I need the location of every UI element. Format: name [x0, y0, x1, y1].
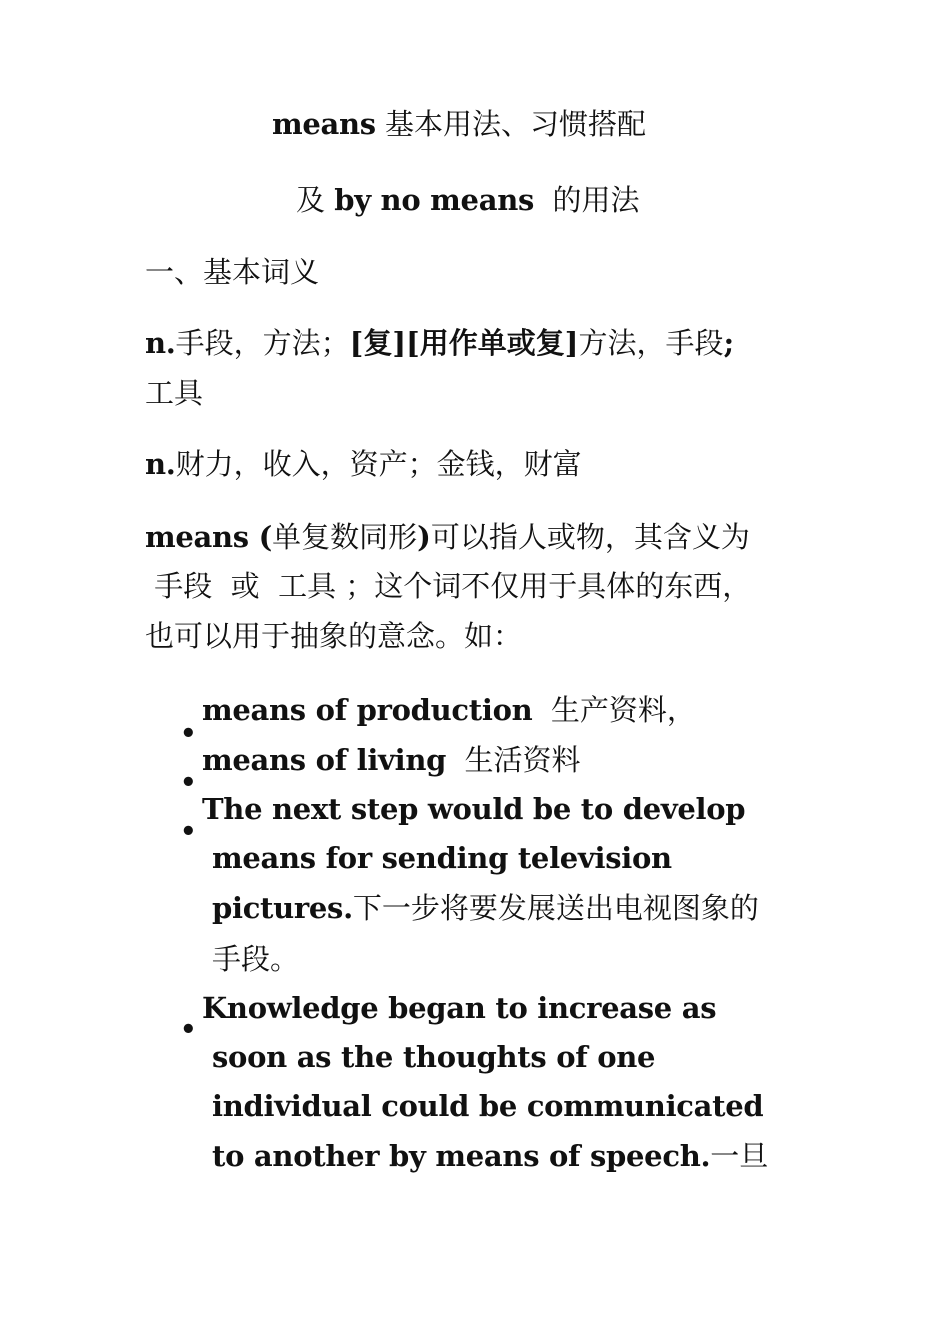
- example-3-line-1: The next step would be to develop: [202, 792, 746, 826]
- example-2: [202, 740, 581, 780]
- example-en: pictures.: [212, 891, 353, 925]
- definition-text: 手段，方法；: [175, 326, 350, 360]
- title-line-2: [296, 180, 639, 220]
- explanation-text: 可以指人或物，其含义为: [430, 520, 750, 554]
- definition-1: [145, 323, 734, 363]
- example-cn: 下一步将要发展送出电视图象的: [352, 891, 759, 925]
- explanation-word: means (: [145, 520, 273, 554]
- bullet-icon: •: [180, 768, 197, 798]
- example-3-line-3: [212, 888, 759, 928]
- bullet-icon: •: [180, 1015, 197, 1045]
- example-en: means of production: [202, 693, 533, 727]
- pos-label: n.: [145, 447, 176, 481]
- example-4-line-2: soon as the thoughts of one: [212, 1040, 656, 1074]
- definition-text: 方法，手段: [578, 326, 724, 360]
- title-cn-post: 的用法: [534, 183, 640, 217]
- definition-1-cont: 工具: [145, 376, 204, 410]
- explanation-line-3: 也可以用于抽象的意念。如：: [145, 619, 523, 653]
- example-4-line-3: individual could be communicated: [212, 1089, 764, 1123]
- explanation-text: 单复数同形: [272, 520, 418, 554]
- definition-bracket: [复][用作单或复]: [349, 326, 579, 360]
- title-line-1: [272, 104, 646, 144]
- example-1: [202, 690, 696, 730]
- explanation-paren: ): [417, 520, 431, 554]
- example-3-line-4: 手段。: [212, 942, 300, 976]
- bullet-icon: •: [180, 719, 197, 749]
- explanation-line-2: 手段 或 工具 ；这个词不仅用于具体的东西，: [145, 569, 752, 603]
- section-heading: 一、基本词义: [145, 255, 320, 289]
- example-en: to another by means of speech.: [212, 1139, 711, 1173]
- example-cn: 一旦: [710, 1139, 769, 1173]
- title-phrase: by no means: [334, 183, 535, 217]
- example-cn: 生产资料，: [532, 693, 696, 727]
- example-4-line-4: [212, 1136, 768, 1176]
- title-word: means: [272, 107, 376, 141]
- title-cn-pre: 及: [296, 183, 335, 217]
- example-3-line-2: means for sending television: [212, 841, 672, 875]
- example-cn: 生活资料: [446, 743, 581, 777]
- example-en: means of living: [202, 743, 447, 777]
- explanation-line-1: [145, 517, 750, 557]
- definition-text: 财力，收入，资产；金钱，财富: [175, 447, 582, 481]
- title-cn: 基本用法、习惯搭配: [375, 107, 647, 141]
- pos-label: n.: [145, 326, 176, 360]
- example-4-line-1: Knowledge began to increase as: [202, 991, 717, 1025]
- definition-2: [145, 444, 582, 484]
- bullet-icon: •: [180, 817, 197, 847]
- definition-punct: ;: [723, 326, 735, 360]
